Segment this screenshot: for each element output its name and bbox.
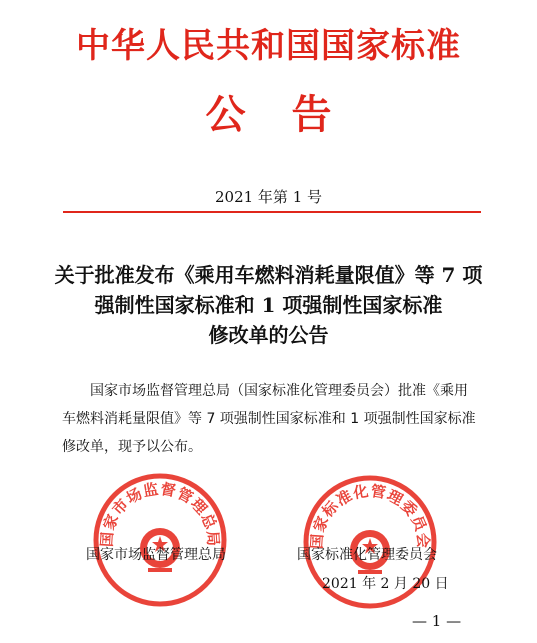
seal-lettering: 国家标准化管理委员会 [307, 481, 433, 550]
signature-date: 2021 年 2 月 20 日 [322, 576, 449, 592]
body-line: 车燃料消耗量限值》等 7 项强制性国家标准和 1 项强制性国家标准 [62, 411, 476, 427]
announcement-headline [30, 260, 507, 350]
document-number: 2021 年第 1 号 [214, 188, 323, 206]
samr-official-seal [90, 470, 230, 610]
announcement-body [62, 377, 482, 461]
document-type-title: 公告 [205, 91, 378, 138]
signer-samr: 国家市场监督管理总局 [86, 547, 226, 563]
headline-line: 强制性国家标准和 1 项强制性国家标准 [94, 293, 443, 317]
body-line: 修改单，现予以公布。 [62, 439, 202, 455]
headline-line: 修改单的公告 [208, 323, 329, 347]
seal-lettering: 国家市场监督管理总局 [97, 479, 223, 548]
headline-line: 关于批准发布《乘用车燃料消耗量限值》等 7 项 [54, 263, 483, 287]
seal-graphic [90, 470, 230, 610]
red-divider-line [63, 211, 481, 213]
body-line: 国家市场监督管理总局（国家标准化管理委员会）批准《乘用 [90, 383, 468, 399]
issuing-authority-title: 中华人民共和国国家标准 [76, 26, 461, 66]
signer-sac: 国家标准化管理委员会 [297, 547, 437, 563]
page-number: — 1 — [412, 612, 462, 630]
